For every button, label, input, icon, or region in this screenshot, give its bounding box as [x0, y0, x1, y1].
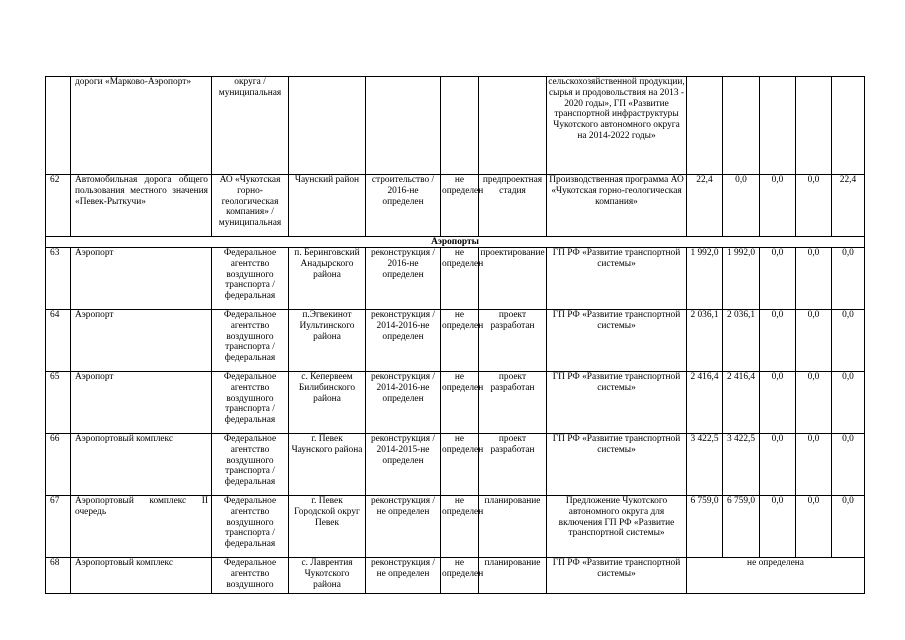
value-total: 22,4	[687, 175, 723, 237]
value-regional: 0,0	[760, 372, 796, 434]
value-other: 0,0	[832, 310, 865, 372]
value-other: 0,0	[832, 496, 865, 558]
value-other: 22,4	[832, 175, 865, 237]
object-name: Аэропортовый комплекс	[71, 558, 212, 594]
location: Чаунский район	[289, 175, 366, 237]
stage: проект разработан	[479, 310, 547, 372]
value-other: 0,0	[832, 434, 865, 496]
value-regional: 0,0	[760, 175, 796, 237]
table-row	[46, 558, 865, 594]
term: не определен	[441, 496, 479, 558]
table-row	[46, 372, 865, 434]
value-federal	[723, 77, 760, 175]
row-number: 62	[46, 175, 71, 237]
term: не определен	[441, 372, 479, 434]
location: п. Беринговский Анадырского района	[289, 248, 366, 310]
program: Предложение Чукотского автономного округа для включения ГП РФ «Развитие транспортной системы»	[547, 496, 687, 558]
location: г. Певек Чаунского района	[289, 434, 366, 496]
value-other: 0,0	[832, 248, 865, 310]
term: не определен	[441, 434, 479, 496]
table-row	[46, 310, 865, 372]
work-type: реконструкция / не определен	[366, 496, 441, 558]
work-type	[366, 77, 441, 175]
work-type: реконструкция / 2014-2016-не определен	[366, 372, 441, 434]
owner: АО «Чукотская горно-геологическая компания» / муниципальная	[212, 175, 289, 237]
table-row	[46, 248, 865, 310]
value-local: 0,0	[796, 310, 832, 372]
value-local: 0,0	[796, 372, 832, 434]
row-number: 65	[46, 372, 71, 434]
row-number	[46, 77, 71, 175]
row-number: 68	[46, 558, 71, 594]
value-regional: 0,0	[760, 248, 796, 310]
value-federal: 6 759,0	[723, 496, 760, 558]
program: ГП РФ «Развитие транспортной системы»	[547, 310, 687, 372]
value-federal: 3 422,5	[723, 434, 760, 496]
location	[289, 77, 366, 175]
value-total: 6 759,0	[687, 496, 723, 558]
work-type: реконструкция / не определен	[366, 558, 441, 594]
value-total: 2 036,1	[687, 310, 723, 372]
row-number: 66	[46, 434, 71, 496]
value-total: 2 416,4	[687, 372, 723, 434]
work-type: строительство / 2016-не определен	[366, 175, 441, 237]
value-other: 0,0	[832, 372, 865, 434]
work-type: реконструкция / 2016-не определен	[366, 248, 441, 310]
term: не определен	[441, 558, 479, 594]
object-name: Аэропортовый комплекс	[71, 434, 212, 496]
value-local: 0,0	[796, 434, 832, 496]
value-total: 1 992,0	[687, 248, 723, 310]
stage: проектирование	[479, 248, 547, 310]
table-row	[46, 175, 865, 237]
program: Производственная программа АО «Чукотская горно-геологическая компания»	[547, 175, 687, 237]
program: ГП РФ «Развитие транспортной системы»	[547, 248, 687, 310]
object-name: Аэропорт	[71, 310, 212, 372]
work-type: реконструкция / 2014-2016-не определен	[366, 310, 441, 372]
object-name: дороги «Марково-Аэропорт»	[71, 77, 212, 175]
location: г. Певек Городской округ Певек	[289, 496, 366, 558]
value-undefined-note: не определена	[687, 558, 865, 594]
row-number: 64	[46, 310, 71, 372]
program: ГП РФ «Развитие транспортной системы»	[547, 372, 687, 434]
program: ГП РФ «Развитие транспортной системы»	[547, 434, 687, 496]
objects-table	[45, 76, 865, 594]
stage: предпроектная стадия	[479, 175, 547, 237]
work-type: реконструкция / 2014-2015-не определен	[366, 434, 441, 496]
object-name: Аэропорт	[71, 248, 212, 310]
term: не определен	[441, 175, 479, 237]
term: не определен	[441, 310, 479, 372]
table-row	[46, 496, 865, 558]
row-number: 63	[46, 248, 71, 310]
value-total: 3 422,5	[687, 434, 723, 496]
value-total	[687, 77, 723, 175]
value-local: 0,0	[796, 248, 832, 310]
table-row	[46, 77, 865, 175]
location: с. Кепервеем Билибинского района	[289, 372, 366, 434]
value-local: 0,0	[796, 496, 832, 558]
owner: Федеральное агентство воздушного транспорта / федеральная	[212, 496, 289, 558]
value-federal: 0,0	[723, 175, 760, 237]
value-federal: 2 036,1	[723, 310, 760, 372]
owner: Федеральное агентство воздушного транспорта / федеральная	[212, 372, 289, 434]
table-row	[46, 434, 865, 496]
term: не определен	[441, 248, 479, 310]
stage: проект разработан	[479, 434, 547, 496]
program: ГП РФ «Развитие транспортной системы»	[547, 558, 687, 594]
stage	[479, 77, 547, 175]
program: сельскохозяйственной продукции, сырья и продовольствия на 2013 - 2020 годы», ГП «Развитие транспортной инфраструктуры Чукотского автономного округа на 2014-2022 годы»	[547, 77, 687, 175]
value-local	[796, 77, 832, 175]
row-number: 67	[46, 496, 71, 558]
owner: Федеральное агентство воздушного	[212, 558, 289, 594]
term	[441, 77, 479, 175]
section-row	[46, 237, 865, 248]
value-federal: 2 416,4	[723, 372, 760, 434]
stage: планирование	[479, 496, 547, 558]
object-name: Аэропорт	[71, 372, 212, 434]
stage: планирование	[479, 558, 547, 594]
value-regional: 0,0	[760, 496, 796, 558]
value-regional	[760, 77, 796, 175]
section-title: Аэропорты	[46, 237, 865, 248]
value-regional: 0,0	[760, 434, 796, 496]
location: с. Лаврентия Чукотского района	[289, 558, 366, 594]
location: п.Эгвекинот Иультинского района	[289, 310, 366, 372]
value-federal: 1 992,0	[723, 248, 760, 310]
object-name: Автомобильная дорога общего пользования местного значения «Певек-Рыткучи»	[71, 175, 212, 237]
owner: Федеральное агентство воздушного транспорта / федеральная	[212, 310, 289, 372]
owner: округа / муниципальная	[212, 77, 289, 175]
owner: Федеральное агентство воздушного транспорта / федеральная	[212, 434, 289, 496]
object-name: Аэропортовый комплекс II очередь	[71, 496, 212, 558]
value-local: 0,0	[796, 175, 832, 237]
value-regional: 0,0	[760, 310, 796, 372]
stage: проект разработан	[479, 372, 547, 434]
owner: Федеральное агентство воздушного транспорта / федеральная	[212, 248, 289, 310]
value-other	[832, 77, 865, 175]
